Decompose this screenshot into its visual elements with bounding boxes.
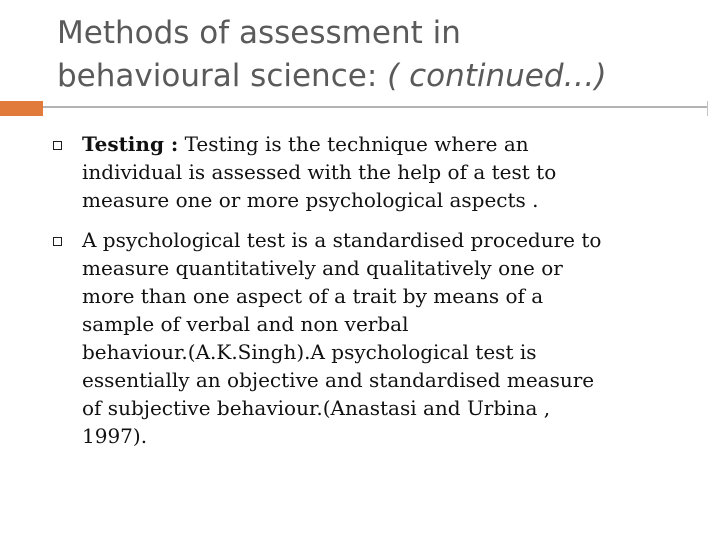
title-prefix: behavioural science: bbox=[57, 58, 388, 94]
bullet-line: sample of verbal and non verbal bbox=[82, 312, 409, 336]
accent-bar bbox=[0, 101, 43, 116]
slide-title bbox=[57, 12, 697, 98]
title-divider bbox=[43, 106, 708, 108]
title-continued: ( continued…) bbox=[387, 58, 607, 94]
bullet-line: behaviour.(A.K.Singh).A psychological test is bbox=[82, 340, 537, 364]
title-line-1: Methods of assessment in bbox=[57, 15, 461, 51]
bullet-line: individual is assessed with the help of a test to bbox=[82, 160, 557, 184]
bullet-line bbox=[82, 130, 682, 158]
bullet-text bbox=[82, 226, 682, 450]
bullet-line: more than one aspect of a trait by means of a bbox=[82, 284, 544, 308]
bullet-text bbox=[82, 130, 682, 214]
bullet-line: essentially an objective and standardised measure bbox=[82, 368, 595, 392]
testing-label: Testing : bbox=[82, 132, 179, 156]
divider-end-box bbox=[707, 101, 720, 116]
title-line-2 bbox=[57, 55, 697, 98]
bullet-line: 1997). bbox=[82, 424, 148, 448]
bullet-line: measure one or more psychological aspects . bbox=[82, 188, 539, 212]
bullet-line: A psychological test is a standardised procedure to bbox=[82, 228, 602, 252]
bullet-line-text: Testing is the technique where an bbox=[178, 132, 529, 156]
bullet-line: of subjective behaviour.(Anastasi and Urbina , bbox=[82, 396, 551, 420]
bullet-line: measure quantitatively and qualitatively one or bbox=[82, 256, 563, 280]
square-bullet-icon bbox=[53, 141, 62, 150]
square-bullet-icon bbox=[53, 237, 62, 246]
